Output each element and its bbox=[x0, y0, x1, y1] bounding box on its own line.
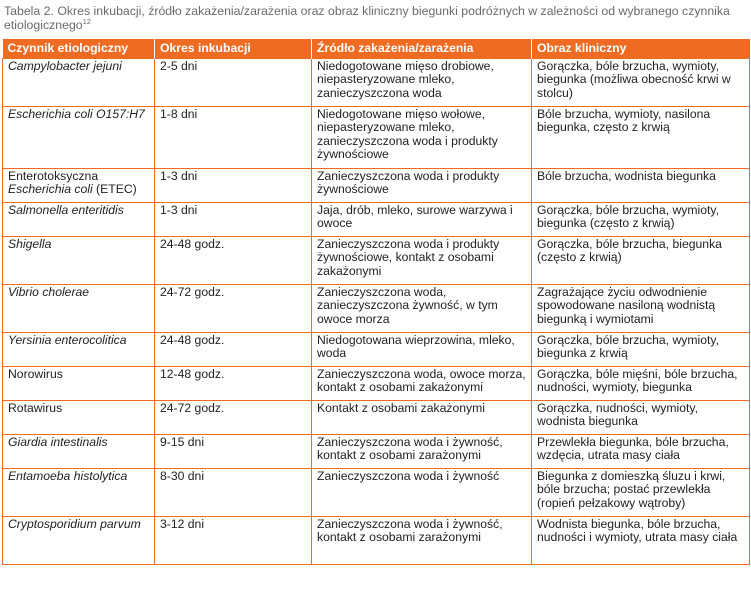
caption-reference: 12 bbox=[82, 16, 91, 26]
cell-incubation: 12-48 godz. bbox=[155, 366, 312, 400]
cell-agent: Salmonella enteritidis bbox=[3, 202, 155, 236]
cell-clinical: Gorączka, bóle brzucha, wymioty, biegunka (często z krwią) bbox=[532, 202, 750, 236]
table-row bbox=[3, 58, 750, 106]
table-row bbox=[3, 434, 750, 468]
table-row bbox=[3, 516, 750, 564]
table-header-row bbox=[3, 39, 750, 58]
header-incubation: Okres inkubacji bbox=[155, 39, 312, 58]
cell-incubation: 1-3 dni bbox=[155, 202, 312, 236]
cell-agent: Shigella bbox=[3, 236, 155, 284]
cell-agent: Campylobacter jejuni bbox=[3, 58, 155, 106]
cell-agent: Norowirus bbox=[3, 366, 155, 400]
cell-clinical: Gorączka, bóle brzucha, wymioty, biegunka (możliwa obecność krwi w stolcu) bbox=[532, 58, 750, 106]
cell-source: Niedogotowane mięso wołowe, niepasteryzowane mleko, zanieczyszczona woda i produkty żywnościowe bbox=[312, 106, 532, 168]
cell-incubation: 24-72 godz. bbox=[155, 284, 312, 332]
agent-line-1: Enterotoksyczna bbox=[8, 168, 99, 183]
cell-agent: Rotawirus bbox=[3, 400, 155, 434]
cell-clinical: Gorączka, bóle brzucha, biegunka (często z krwią) bbox=[532, 236, 750, 284]
cell-incubation: 1-3 dni bbox=[155, 168, 312, 202]
cell-source: Zanieczyszczona woda i żywność bbox=[312, 468, 532, 516]
table-row bbox=[3, 284, 750, 332]
caption-text: Tabela 2. Okres inkubacji, źródło zakażenia/zarażenia oraz obraz kliniczny biegunki podróżnych w zależności od wybranego czynnika etiologicznego bbox=[4, 4, 730, 32]
table-row bbox=[3, 366, 750, 400]
cell-clinical: Bóle brzucha, wymioty, nasilona biegunka, często z krwią bbox=[532, 106, 750, 168]
cell-source: Zanieczyszczona woda, zanieczyszczona żywność, w tym owoce morza bbox=[312, 284, 532, 332]
cell-clinical: Wodnista biegunka, bóle brzucha, nudności i wymioty, utrata masy ciała bbox=[532, 516, 750, 564]
cell-agent: Cryptosporidium parvum bbox=[3, 516, 155, 564]
table-row bbox=[3, 236, 750, 284]
cell-incubation: 1-8 dni bbox=[155, 106, 312, 168]
cell-agent: Entamoeba histolytica bbox=[3, 468, 155, 516]
cell-clinical: Gorączka, nudności, wymioty, wodnista biegunka bbox=[532, 400, 750, 434]
cell-incubation: 24-72 godz. bbox=[155, 400, 312, 434]
cell-agent: Escherichia coli O157:H7 bbox=[3, 106, 155, 168]
table-row bbox=[3, 106, 750, 168]
cell-source: Zanieczyszczona woda i produkty żywnościowe, kontakt z osobami zakażonymi bbox=[312, 236, 532, 284]
cell-source: Kontakt z osobami zakażonymi bbox=[312, 400, 532, 434]
table-row bbox=[3, 400, 750, 434]
cell-source: Zanieczyszczona woda i żywność, kontakt z osobami zarażonymi bbox=[312, 516, 532, 564]
cell-incubation: 2-5 dni bbox=[155, 58, 312, 106]
cell-clinical: Bóle brzucha, wodnista biegunka bbox=[532, 168, 750, 202]
header-agent: Czynnik etiologiczny bbox=[3, 39, 155, 58]
cell-agent: Yersinia enterocolitica bbox=[3, 332, 155, 366]
agent-line-2-italic: Escherichia coli bbox=[8, 182, 93, 197]
cell-clinical: Przewlekła biegunka, bóle brzucha, wzdęcia, utrata masy ciała bbox=[532, 434, 750, 468]
header-clinical: Obraz kliniczny bbox=[532, 39, 750, 58]
cell-incubation: 8-30 dni bbox=[155, 468, 312, 516]
cell-incubation: 24-48 godz. bbox=[155, 332, 312, 366]
etiology-table bbox=[2, 39, 750, 565]
cell-source: Zanieczyszczona woda i produkty żywnościowe bbox=[312, 168, 532, 202]
table-row bbox=[3, 332, 750, 366]
cell-clinical: Gorączka, bóle mięśni, bóle brzucha, nudności, wymioty, biegunka bbox=[532, 366, 750, 400]
cell-source: Niedogotowana wieprzowina, mleko, woda bbox=[312, 332, 532, 366]
cell-agent: Giardia intestinalis bbox=[3, 434, 155, 468]
cell-incubation: 9-15 dni bbox=[155, 434, 312, 468]
cell-source: Zanieczyszczona woda, owoce morza, kontakt z osobami zakażonymi bbox=[312, 366, 532, 400]
table-row bbox=[3, 468, 750, 516]
cell-clinical: Biegunka z domieszką śluzu i krwi, bóle brzucha; postać przewlekła (ropień pełzakowy wątroby) bbox=[532, 468, 750, 516]
table-caption bbox=[0, 0, 751, 32]
cell-source: Zanieczyszczona woda i żywność, kontakt z osobami zarażonymi bbox=[312, 434, 532, 468]
cell-incubation: 3-12 dni bbox=[155, 516, 312, 564]
table-row bbox=[3, 202, 750, 236]
cell-clinical: Zagrażające życiu odwodnienie spowodowane nasiloną wodnistą biegunką i wymiotami bbox=[532, 284, 750, 332]
cell-source: Niedogotowane mięso drobiowe, niepasteryzowane mleko, zanieczyszczona woda bbox=[312, 58, 532, 106]
cell-agent: Vibrio cholerae bbox=[3, 284, 155, 332]
header-source: Źródło zakażenia/zarażenia bbox=[312, 39, 532, 58]
agent-line-2-rest: (ETEC) bbox=[92, 182, 137, 197]
cell-source: Jaja, drób, mleko, surowe warzywa i owoce bbox=[312, 202, 532, 236]
table-row bbox=[3, 168, 750, 202]
cell-incubation: 24-48 godz. bbox=[155, 236, 312, 284]
cell-clinical: Gorączka, bóle brzucha, wymioty, biegunka z krwią bbox=[532, 332, 750, 366]
cell-agent bbox=[3, 168, 155, 202]
